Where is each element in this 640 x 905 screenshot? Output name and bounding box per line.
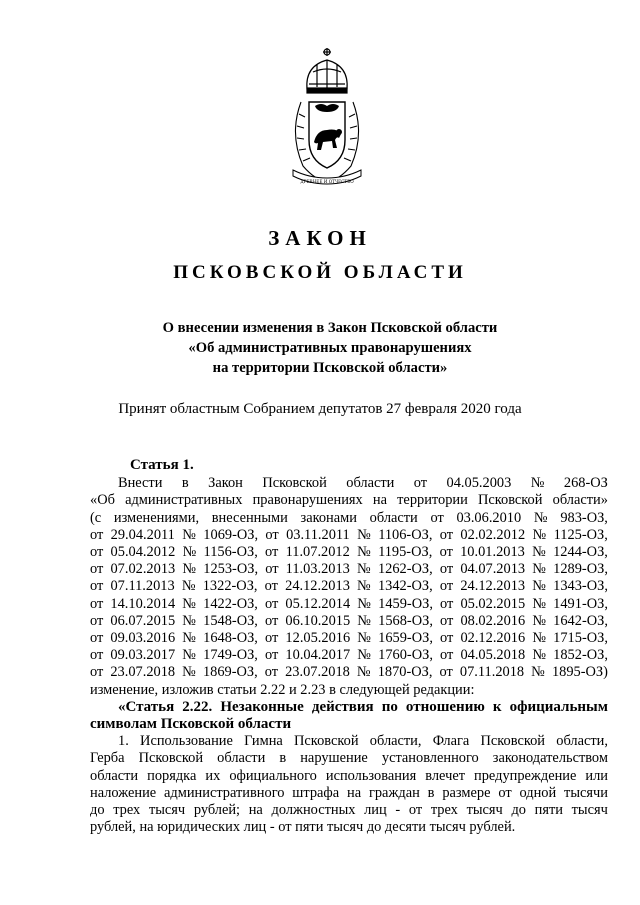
word: от bbox=[439, 561, 454, 578]
word: 1491-ОЗ, bbox=[553, 595, 608, 612]
word: № bbox=[532, 630, 547, 647]
word: № bbox=[357, 561, 371, 578]
word: 04.05.2003 bbox=[446, 475, 512, 492]
word: № bbox=[357, 526, 371, 543]
word: 1289-ОЗ, bbox=[553, 561, 608, 578]
word: Псковской bbox=[138, 750, 204, 767]
word: 1852-ОЗ, bbox=[553, 647, 608, 664]
word: № bbox=[182, 595, 197, 612]
word: от bbox=[265, 595, 279, 612]
word: Герба bbox=[90, 750, 125, 767]
word: трех bbox=[113, 802, 141, 819]
word: в bbox=[181, 475, 189, 492]
word: 04.05.2018 bbox=[460, 647, 526, 664]
text-line bbox=[90, 664, 608, 681]
word: на bbox=[347, 784, 362, 801]
word: порядка bbox=[147, 767, 197, 784]
text-line bbox=[90, 630, 608, 647]
word: 2.22. bbox=[182, 698, 213, 715]
text-line bbox=[90, 475, 608, 492]
word: 06.07.2015 bbox=[110, 612, 176, 629]
text-line bbox=[90, 527, 608, 544]
word: 1244-ОЗ, bbox=[553, 544, 608, 561]
word: 23.07.2018 bbox=[110, 664, 176, 681]
word: от bbox=[408, 802, 423, 819]
word: тысяч bbox=[148, 802, 186, 819]
word: № bbox=[532, 561, 546, 578]
word: 02.12.2016 bbox=[460, 630, 526, 647]
text-line bbox=[90, 802, 608, 819]
word: 09.03.2016 bbox=[110, 630, 176, 647]
word: 11.03.2013 bbox=[285, 561, 350, 578]
word: предупреждение bbox=[474, 767, 577, 784]
word: от bbox=[264, 578, 278, 595]
word: 02.02.2012 bbox=[460, 526, 526, 543]
adoption-statement: Принят областным Собранием депутатов 27 февраля 2020 года bbox=[118, 401, 522, 417]
word: «Об bbox=[90, 492, 115, 509]
word: 04.07.2013 bbox=[460, 561, 526, 578]
pskov-coat-of-arms-emblem-icon bbox=[287, 44, 367, 194]
article-1-text bbox=[90, 475, 608, 699]
law-body bbox=[90, 457, 608, 836]
word: 1459-ОЗ, bbox=[378, 595, 433, 612]
word: размере bbox=[442, 784, 491, 801]
text-line bbox=[90, 785, 608, 802]
word: Незаконные bbox=[220, 698, 304, 715]
word: от bbox=[90, 578, 104, 595]
word: 983-ОЗ, bbox=[560, 509, 608, 526]
word: от bbox=[439, 578, 454, 595]
text-line bbox=[90, 647, 608, 664]
word: области bbox=[346, 475, 395, 492]
word: № bbox=[530, 475, 545, 492]
word: от bbox=[439, 664, 453, 681]
word: 24.12.2013 bbox=[460, 578, 526, 595]
word: пяти bbox=[534, 802, 563, 819]
word: 1715-ОЗ, bbox=[553, 630, 608, 647]
word: от bbox=[90, 595, 104, 612]
word: 1760-ОЗ, bbox=[378, 647, 433, 664]
word: 1568-ОЗ, bbox=[378, 612, 433, 629]
word: области bbox=[217, 750, 266, 767]
word: области bbox=[369, 509, 418, 526]
word: Использование bbox=[140, 733, 233, 750]
word: Псковской bbox=[480, 733, 545, 750]
word: в bbox=[279, 750, 287, 767]
word: штрафа bbox=[292, 784, 340, 801]
word: № bbox=[357, 578, 371, 595]
word: внесенными bbox=[211, 509, 288, 526]
word: 10.01.2013 bbox=[460, 544, 525, 561]
word: правонарушениях bbox=[252, 492, 363, 509]
word: от bbox=[265, 647, 279, 664]
word: законодательством bbox=[492, 750, 608, 767]
word: 1322-ОЗ, bbox=[202, 578, 258, 595]
word: на bbox=[248, 802, 263, 819]
word: № bbox=[182, 664, 196, 681]
text-line bbox=[90, 544, 608, 561]
word: «Статья bbox=[118, 698, 175, 715]
word: 1069-ОЗ, bbox=[203, 526, 259, 543]
word: № bbox=[357, 612, 372, 629]
word: от bbox=[439, 544, 453, 561]
word: от bbox=[90, 612, 104, 629]
text-line: символам Псковской области bbox=[90, 716, 292, 733]
word: от bbox=[439, 526, 454, 543]
word: № bbox=[532, 595, 547, 612]
word: или bbox=[585, 767, 608, 784]
word: 08.02.2016 bbox=[460, 612, 526, 629]
word: 268-ОЗ bbox=[563, 475, 608, 492]
word: изменениями, bbox=[113, 509, 200, 526]
word: области, bbox=[369, 733, 422, 750]
word: № bbox=[532, 544, 546, 561]
law-subject-line: «Об административных правонарушениях bbox=[188, 340, 472, 356]
word: до bbox=[90, 802, 105, 819]
word: административных bbox=[125, 492, 243, 509]
text-line bbox=[90, 699, 608, 716]
word: одной bbox=[519, 784, 557, 801]
word: 05.02.2015 bbox=[460, 595, 526, 612]
word: 05.12.2014 bbox=[285, 595, 351, 612]
word: 23.07.2018 bbox=[285, 664, 350, 681]
text-line bbox=[90, 596, 608, 613]
word: 1648-ОЗ, bbox=[203, 630, 258, 647]
emblem-ribbon-text: ДРЕВНЕЕ И ОТЧЕСТВО bbox=[300, 179, 354, 184]
word: 1895-ОЗ) bbox=[551, 664, 608, 681]
word: 03.06.2010 bbox=[456, 509, 522, 526]
word: от bbox=[498, 784, 512, 801]
text-line bbox=[90, 819, 608, 836]
word: 1106-ОЗ, bbox=[378, 526, 433, 543]
word: от bbox=[265, 526, 279, 543]
word: 10.04.2017 bbox=[285, 647, 351, 664]
word: Гимна bbox=[244, 733, 283, 750]
text-line bbox=[90, 492, 608, 509]
word: трех bbox=[430, 802, 458, 819]
word: официального bbox=[229, 767, 317, 784]
word: 1262-ОЗ, bbox=[377, 561, 433, 578]
word: территории bbox=[397, 492, 468, 509]
word: № bbox=[182, 647, 197, 664]
word: № bbox=[532, 578, 546, 595]
word: тысячи bbox=[564, 784, 608, 801]
word: № bbox=[182, 630, 197, 647]
word: нарушение bbox=[300, 750, 368, 767]
word: Флага bbox=[432, 733, 470, 750]
word: рублей, на юридических лиц - от пяти тысяч до десяти тысяч рублей. bbox=[90, 819, 516, 836]
article-2-22-text bbox=[90, 733, 608, 836]
article-heading: Статья 1. bbox=[130, 457, 194, 473]
word: их bbox=[205, 767, 221, 784]
text-line bbox=[90, 510, 608, 527]
word: № bbox=[182, 544, 197, 561]
word: Псковской bbox=[294, 733, 359, 750]
word: № bbox=[182, 526, 196, 543]
text-line bbox=[90, 613, 608, 630]
word: 1870-ОЗ, bbox=[377, 664, 433, 681]
word: на bbox=[372, 492, 387, 509]
word: 11.07.2012 bbox=[285, 544, 350, 561]
word: 1869-ОЗ, bbox=[202, 664, 258, 681]
word: 09.03.2017 bbox=[110, 647, 176, 664]
word: от bbox=[265, 561, 279, 578]
word: наложение bbox=[90, 784, 157, 801]
word: от bbox=[264, 664, 279, 681]
word: № bbox=[181, 578, 196, 595]
word: 1343-ОЗ, bbox=[553, 578, 608, 595]
word: 14.10.2014 bbox=[110, 595, 176, 612]
word: рублей; bbox=[193, 802, 241, 819]
word: 1195-ОЗ, bbox=[378, 544, 433, 561]
word: № bbox=[531, 664, 545, 681]
word: официальным bbox=[509, 698, 608, 715]
law-subject bbox=[100, 318, 560, 378]
word: № bbox=[357, 595, 372, 612]
word: должностных bbox=[271, 802, 356, 819]
document-subtitle: ПСКОВСКОЙ ОБЛАСТИ bbox=[173, 262, 467, 283]
word: № bbox=[357, 630, 372, 647]
word: тысяч bbox=[466, 802, 503, 819]
word: (с bbox=[90, 509, 102, 526]
word: граждан bbox=[368, 784, 420, 801]
word: от bbox=[265, 544, 279, 561]
word: 1156-ОЗ, bbox=[203, 544, 258, 561]
word: административного bbox=[164, 784, 285, 801]
word: 1422-ОЗ, bbox=[203, 595, 258, 612]
word: действия bbox=[311, 698, 374, 715]
word: от bbox=[90, 630, 104, 647]
word: - bbox=[395, 802, 401, 819]
word: 06.10.2015 bbox=[285, 612, 351, 629]
text-line bbox=[90, 682, 608, 699]
word: от bbox=[440, 612, 454, 629]
word: области, bbox=[556, 733, 608, 750]
word: тысяч bbox=[571, 802, 608, 819]
word: 24.12.2013 bbox=[285, 578, 350, 595]
text-line bbox=[90, 733, 608, 750]
word: № bbox=[356, 664, 371, 681]
word: отношению bbox=[405, 698, 485, 715]
word: влечет bbox=[425, 767, 465, 784]
word: от bbox=[430, 509, 444, 526]
word: 1342-ОЗ, bbox=[377, 578, 433, 595]
word: 1659-ОЗ, bbox=[378, 630, 433, 647]
text-line bbox=[90, 578, 608, 595]
article-2-22-heading bbox=[90, 699, 608, 733]
word: использования bbox=[325, 767, 417, 784]
word: 1253-ОЗ, bbox=[203, 561, 259, 578]
word: к bbox=[492, 698, 502, 715]
word: Псковской bbox=[477, 492, 543, 509]
word: № bbox=[182, 612, 197, 629]
word: от bbox=[90, 544, 104, 561]
word: № bbox=[182, 561, 197, 578]
word: 05.04.2012 bbox=[110, 544, 176, 561]
word: от bbox=[413, 475, 428, 492]
word: законами bbox=[300, 509, 357, 526]
word: Закон bbox=[208, 475, 243, 492]
word: лиц bbox=[364, 802, 387, 819]
word: № bbox=[532, 526, 547, 543]
word: 12.05.2016 bbox=[285, 630, 351, 647]
word: изменение, изложив статьи 2.22 и 2.23 в следующей редакции: bbox=[90, 681, 475, 698]
word: от bbox=[90, 561, 104, 578]
word: № bbox=[533, 509, 548, 526]
word: 1. bbox=[118, 733, 129, 750]
word: № bbox=[357, 647, 372, 664]
word: 1642-ОЗ, bbox=[553, 612, 608, 629]
law-subject-line: О внесении изменения в Закон Псковской области bbox=[162, 320, 498, 336]
word: № bbox=[532, 647, 547, 664]
word: 07.02.2013 bbox=[110, 561, 176, 578]
word: от bbox=[90, 664, 104, 681]
word: Псковской bbox=[262, 475, 327, 492]
text-line bbox=[90, 768, 608, 785]
word: 1125-ОЗ, bbox=[553, 526, 608, 543]
text-line bbox=[90, 750, 608, 767]
word: 1749-ОЗ, bbox=[203, 647, 258, 664]
document-title: ЗАКОН bbox=[268, 226, 372, 250]
word: от bbox=[265, 612, 279, 629]
word: 29.04.2011 bbox=[110, 526, 175, 543]
word: установленного bbox=[381, 750, 479, 767]
word: области» bbox=[552, 492, 608, 509]
word: 07.11.2018 bbox=[459, 664, 525, 681]
law-subject-line: на территории Псковской области» bbox=[212, 360, 448, 376]
word: 07.11.2013 bbox=[110, 578, 175, 595]
word: 03.11.2011 bbox=[286, 526, 350, 543]
text-line bbox=[90, 561, 608, 578]
word: до bbox=[511, 802, 526, 819]
word: от bbox=[265, 630, 279, 647]
word: от bbox=[440, 595, 454, 612]
word: № bbox=[357, 544, 371, 561]
word: № bbox=[532, 612, 547, 629]
word: по bbox=[381, 698, 398, 715]
word: от bbox=[440, 647, 454, 664]
word: Внести bbox=[118, 475, 163, 492]
word: от bbox=[90, 647, 104, 664]
word: от bbox=[440, 630, 454, 647]
word: в bbox=[427, 784, 435, 801]
word: от bbox=[90, 526, 104, 543]
word: области bbox=[90, 767, 139, 784]
word: 1548-ОЗ, bbox=[203, 612, 258, 629]
